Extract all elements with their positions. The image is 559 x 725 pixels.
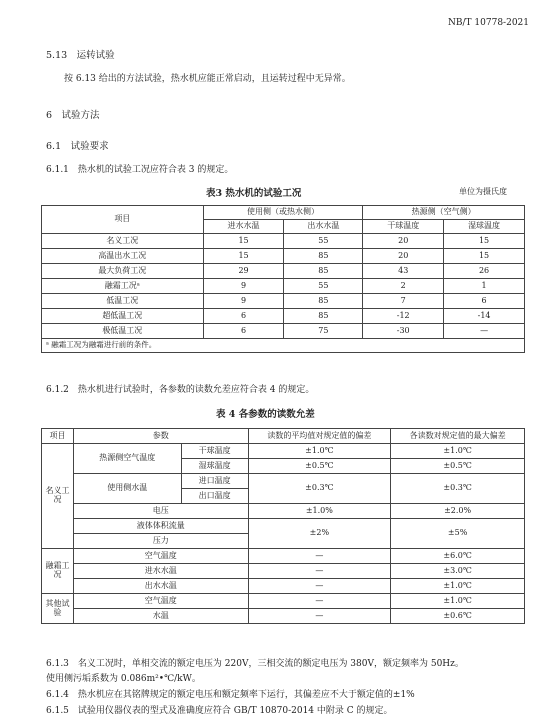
table3-cell-dry: 2	[363, 279, 444, 294]
table3-cell-inlet: 6	[203, 324, 284, 339]
table4-param-inlet-temp: 进口温度	[181, 474, 248, 489]
table4-param-source-air: 热源侧空气温度	[73, 444, 181, 474]
section-6-1-1-text: 6.1.1 热水机的试验工况应符合表 3 的规定。	[46, 165, 234, 175]
table3-header-inlet: 进水水温	[203, 220, 284, 234]
table4-param-outlet-water: 出水水温	[73, 579, 248, 594]
table3-header-outlet: 出水水温	[284, 220, 363, 234]
table4-param-inlet-water: 进水水温	[73, 564, 248, 579]
table3-unit: 单位为摄氏度	[459, 187, 507, 196]
table4-cell-avg: ±2%	[248, 519, 391, 549]
section-6-1-5-text: 6.1.5 试验用仪器仪表的型式及准确度应符合 GB/T 10870-2014 中附录 C 的规定。	[46, 706, 393, 716]
table4-cell-max: ±3.0℃	[391, 564, 525, 579]
table4-cell-max: ±1.0℃	[391, 594, 525, 609]
table3-caption: 表3 热水机的试验工况	[206, 188, 302, 199]
section-5-13-text: 按 6.13 给出的方法试验，热水机应能正常启动，且运转过程中无异常。	[64, 74, 351, 84]
table4-param-outlet-temp: 出口温度	[181, 489, 248, 504]
table3	[41, 205, 525, 353]
table3-row-name: 低温工况	[42, 294, 204, 309]
table3-cell-wet: 6	[444, 294, 525, 309]
table3-row-name: 极低温工况	[42, 324, 204, 339]
table4-cell-avg: ±0.5℃	[248, 459, 391, 474]
table4-cell-max: ±0.5℃	[391, 459, 525, 474]
table3-row-name: 超低温工况	[42, 309, 204, 324]
table3-row-name: 融霜工况ᵃ	[42, 279, 204, 294]
table4-param-wet-bulb: 湿球温度	[181, 459, 248, 474]
table4-param-air-temp: 空气温度	[73, 549, 248, 564]
table3-cell-wet: 15	[444, 249, 525, 264]
table4-cell-avg: —	[248, 609, 391, 624]
table3-row-name: 名义工况	[42, 234, 204, 249]
table3-cell-dry: -12	[363, 309, 444, 324]
table3-cell-inlet: 15	[203, 234, 284, 249]
table3-cell-dry: 20	[363, 249, 444, 264]
table4-cell-avg: ±0.3℃	[248, 474, 391, 504]
table3-cell-outlet: 85	[284, 294, 363, 309]
section-6-1-3-line2: 使用侧污垢系数为 0.086m²•℃/kW。	[46, 674, 201, 684]
table4-cell-avg: —	[248, 594, 391, 609]
table4-group-nominal: 名义工况	[42, 444, 74, 549]
table3-cell-outlet: 85	[284, 309, 363, 324]
table3-cell-outlet: 85	[284, 264, 363, 279]
table4-cell-max: ±6.0℃	[391, 549, 525, 564]
table4-cell-max: ±5%	[391, 519, 525, 549]
table3-cell-dry: -30	[363, 324, 444, 339]
table4-cell-max: ±0.3℃	[391, 474, 525, 504]
section-6-1-2-text: 6.1.2 热水机进行试验时，各参数的读数允差应符合表 4 的规定。	[46, 385, 315, 395]
table3-header-wet-bulb: 湿球温度	[444, 220, 525, 234]
table3-cell-inlet: 29	[203, 264, 284, 279]
table4-cell-max: ±2.0%	[391, 504, 525, 519]
table4-cell-avg: ±1.0℃	[248, 444, 391, 459]
table3-cell-inlet: 15	[203, 249, 284, 264]
table4-param-use-water: 使用侧水温	[73, 474, 181, 504]
section-6-1-4-text: 6.1.4 热水机应在其铭牌规定的额定电压和额定频率下运行，其偏差应不大于额定值的±1%	[46, 690, 415, 700]
table4-caption: 表 4 各参数的读数允差	[216, 409, 315, 420]
section-6-1-3-line1: 6.1.3 名义工况时，单相交流的额定电压为 220V，三相交流的额定电压为 380V，额定频率为 50Hz。	[46, 659, 464, 669]
table4-param-air-temp: 空气温度	[73, 594, 248, 609]
table4-cell-max: ±0.6℃	[391, 609, 525, 624]
table3-cell-outlet: 55	[284, 234, 363, 249]
table4-param-pressure: 压力	[73, 534, 248, 549]
table4-group-other: 其他试验	[42, 594, 74, 624]
table3-cell-inlet: 9	[203, 279, 284, 294]
table3-cell-inlet: 6	[203, 309, 284, 324]
doc-number: NB/T 10778-2021	[448, 18, 529, 28]
table3-cell-dry: 43	[363, 264, 444, 279]
table3-cell-outlet: 75	[284, 324, 363, 339]
table3-header-dry-bulb: 干球温度	[363, 220, 444, 234]
table3-header-source-side: 热源侧（空气侧）	[363, 206, 525, 220]
table4-header-param: 参数	[73, 429, 248, 444]
table3-cell-inlet: 9	[203, 294, 284, 309]
table4-group-defrost: 融霜工况	[42, 549, 74, 594]
table3-header-use-side: 使用侧（或热水侧）	[203, 206, 363, 220]
table4-header-item: 项目	[42, 429, 74, 444]
table3-cell-wet: 26	[444, 264, 525, 279]
table4-cell-avg: —	[248, 549, 391, 564]
table4-cell-max: ±1.0℃	[391, 444, 525, 459]
section-5-13-title: 5.13 运转试验	[46, 50, 115, 61]
table3-cell-outlet: 55	[284, 279, 363, 294]
table4-cell-avg: ±1.0%	[248, 504, 391, 519]
table3-cell-outlet: 85	[284, 249, 363, 264]
table4	[41, 428, 525, 624]
table3-row-name: 高温出水工况	[42, 249, 204, 264]
table3-cell-dry: 7	[363, 294, 444, 309]
table3-row-name: 最大负荷工况	[42, 264, 204, 279]
table3-cell-dry: 20	[363, 234, 444, 249]
table4-param-flow: 液体体积流量	[73, 519, 248, 534]
table4-cell-avg: —	[248, 579, 391, 594]
table3-cell-wet: —	[444, 324, 525, 339]
table3-footnote: ᵃ 融霜工况为融霜进行前的条件。	[42, 339, 525, 353]
table4-param-water-temp: 水温	[73, 609, 248, 624]
table4-cell-avg: —	[248, 564, 391, 579]
table3-cell-wet: 15	[444, 234, 525, 249]
section-6-title: 6 试验方法	[46, 110, 100, 121]
table4-cell-max: ±1.0℃	[391, 579, 525, 594]
table3-cell-wet: -14	[444, 309, 525, 324]
table4-param-dry-bulb: 干球温度	[181, 444, 248, 459]
table3-cell-wet: 1	[444, 279, 525, 294]
table4-param-voltage: 电压	[73, 504, 248, 519]
section-6-1-title: 6.1 试验要求	[46, 141, 109, 152]
table4-header-max-dev: 各读数对规定值的最大偏差	[391, 429, 525, 444]
table3-header-item: 项目	[42, 206, 204, 234]
table4-header-avg-dev: 读数的平均值对规定值的偏差	[248, 429, 391, 444]
